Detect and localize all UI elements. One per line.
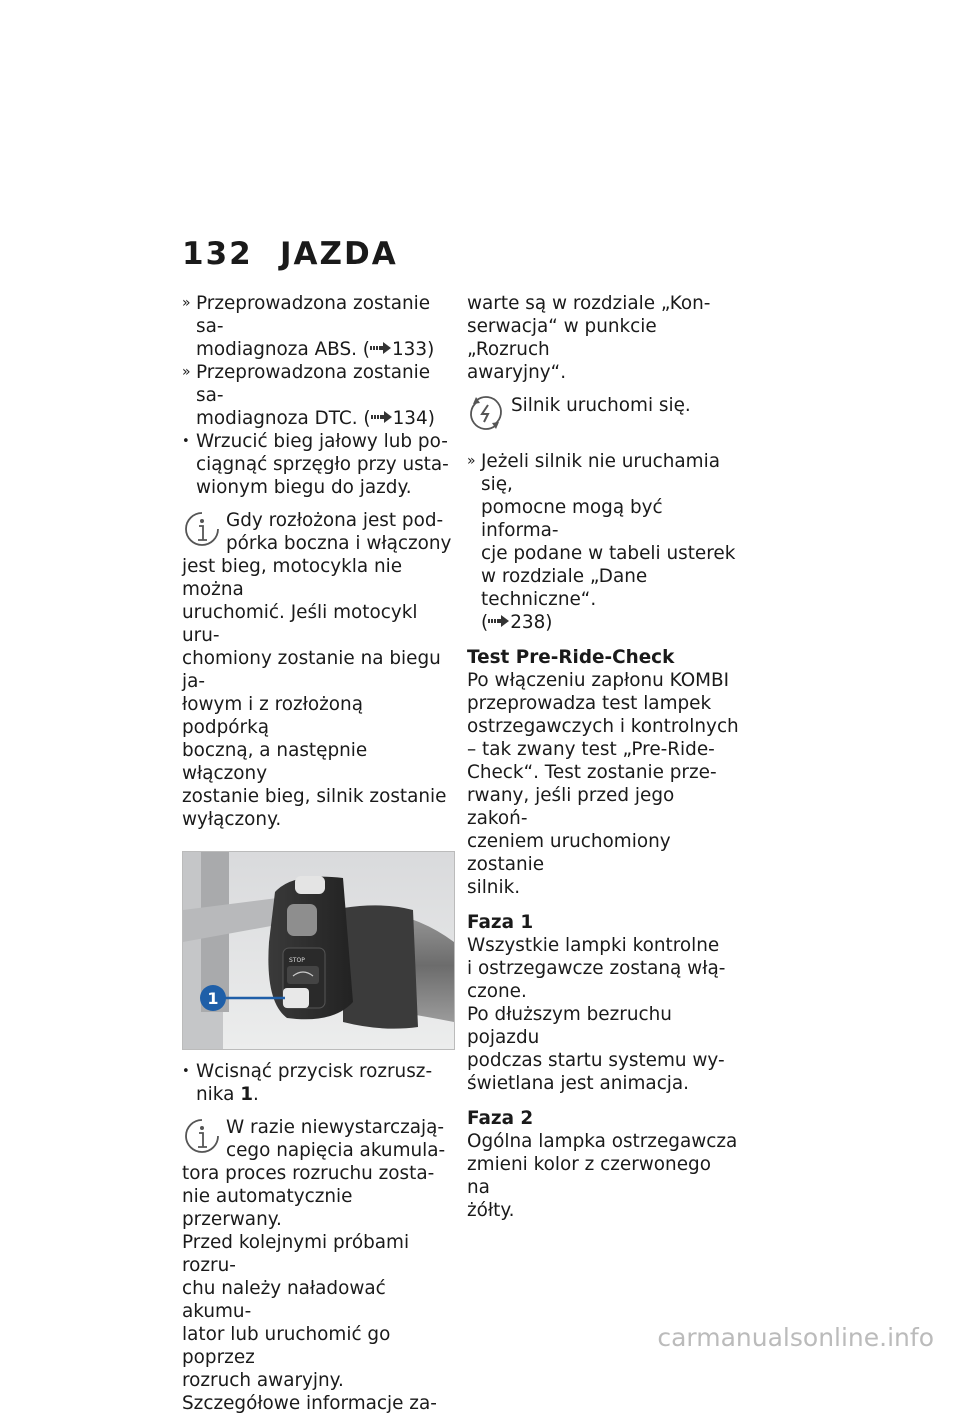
list-item-press-starter: • Wcisnąć przycisk rozrusz- nika 1. (182, 1061, 433, 1105)
right-column: warte są w rozdziale „Kon- serwacja“ w punkcie „Rozruch awaryjny“. Silnik uruchomi się. » Jeżeli silnik nie uruchamia się, pomocne mogą być informa- cje podane w tabeli usterek w rozdziale „Dane techniczne“. ( 238) Test Pre-Ride-Check Po włączeniu zapłonu KOMBI przeprowadza test lampek ostrzegawczych i kontrolnych – tak zwany test „Pre-Ride- Check“. Test zostanie prze- rwany, jeśli przed jego zakoń- czeniem uruchomiony zostanie silnik. Faza 1 Wszystkie lampki kontrolne i ostrzegawcze zostaną włą- czone. Po dłuższym bezruchu pojazdu podczas startu systemu wy- świetlana jest animacja. Faza 2 Ogólna lampka ostrzegawcza zmieni kolor z czerwonego na żółty. (467, 293, 739, 1221)
stop-label: STOP (289, 957, 305, 964)
left-column (182, 292, 454, 1415)
page-reference-arrow-icon (370, 342, 392, 354)
heading-phase-1: Faza 1 (467, 912, 534, 933)
callout-1: 1 (207, 989, 219, 1008)
page-number: 132 (182, 236, 253, 272)
chevron-marker-icon: » (182, 295, 191, 311)
page-header (182, 236, 398, 272)
list-item-engine-fail: » Jeżeli silnik nie uruchamia się, pomocne mogą być informa- cje podane w tabeli usterek w rozdziale „Dane techniczne“. ( 238) (467, 451, 736, 633)
list-item-abs: » Przeprowadzona zostanie sa- modiagnoza ABS. ( 133) (182, 293, 435, 360)
page-link-134[interactable]: 134) (392, 408, 435, 429)
bullet-icon: • (182, 434, 190, 449)
chevron-marker-icon: » (182, 364, 191, 380)
engine-start-icon (467, 394, 505, 432)
info-icon (182, 1116, 222, 1156)
info-icon (182, 509, 222, 549)
handlebar-switch-figure (182, 851, 455, 1050)
page-link-133[interactable]: 133) (391, 339, 435, 360)
engine-start-note: Silnik uruchomi się. (467, 394, 739, 440)
page-reference-arrow-icon (488, 615, 510, 627)
watermark: carmanualsonline.info (657, 1323, 934, 1352)
list-item-dtc: » Przeprowadzona zostanie sa- modiagnoza DTC. ( 134) (182, 362, 435, 429)
list-item-neutral-gear: • Wrzucić bieg jałowy lub po- ciągnąć sprzęgło przy usta- wionym biegu do jazdy. (182, 431, 449, 498)
heading-pre-ride-check: Test Pre-Ride-Check (467, 647, 675, 668)
page-link-238[interactable]: 238) (510, 612, 553, 633)
heading-phase-2: Faza 2 (467, 1108, 534, 1129)
handlebar-illustration (183, 852, 454, 1049)
info-note-battery: W razie niewystarczają- cego napięcia akumula- tora proces rozruchu zosta- nie automatycznie przerwany. Przed kolejnymi próbami rozru- chu należy naładować akumu- lator lub uruchomić go poprzez rozruch awaryjny. Szczegółowe informacje za- (182, 1117, 446, 1414)
chevron-marker-icon: » (467, 453, 476, 469)
info-note-sidestand: Gdy rozłożona jest pod- pórka boczna i włączony jest bieg, motocykla nie można uruchomić. Jeśli motocykl uru- chomiony zostanie na biegu ja- łowym i z rozłożoną podpórką boczną, a następnie włączony zostanie bieg, silnik zostanie wyłączony. (182, 510, 452, 830)
bullet-icon: • (182, 1064, 190, 1079)
page-reference-arrow-icon (371, 411, 393, 423)
section-title: JAZDA (280, 236, 398, 272)
